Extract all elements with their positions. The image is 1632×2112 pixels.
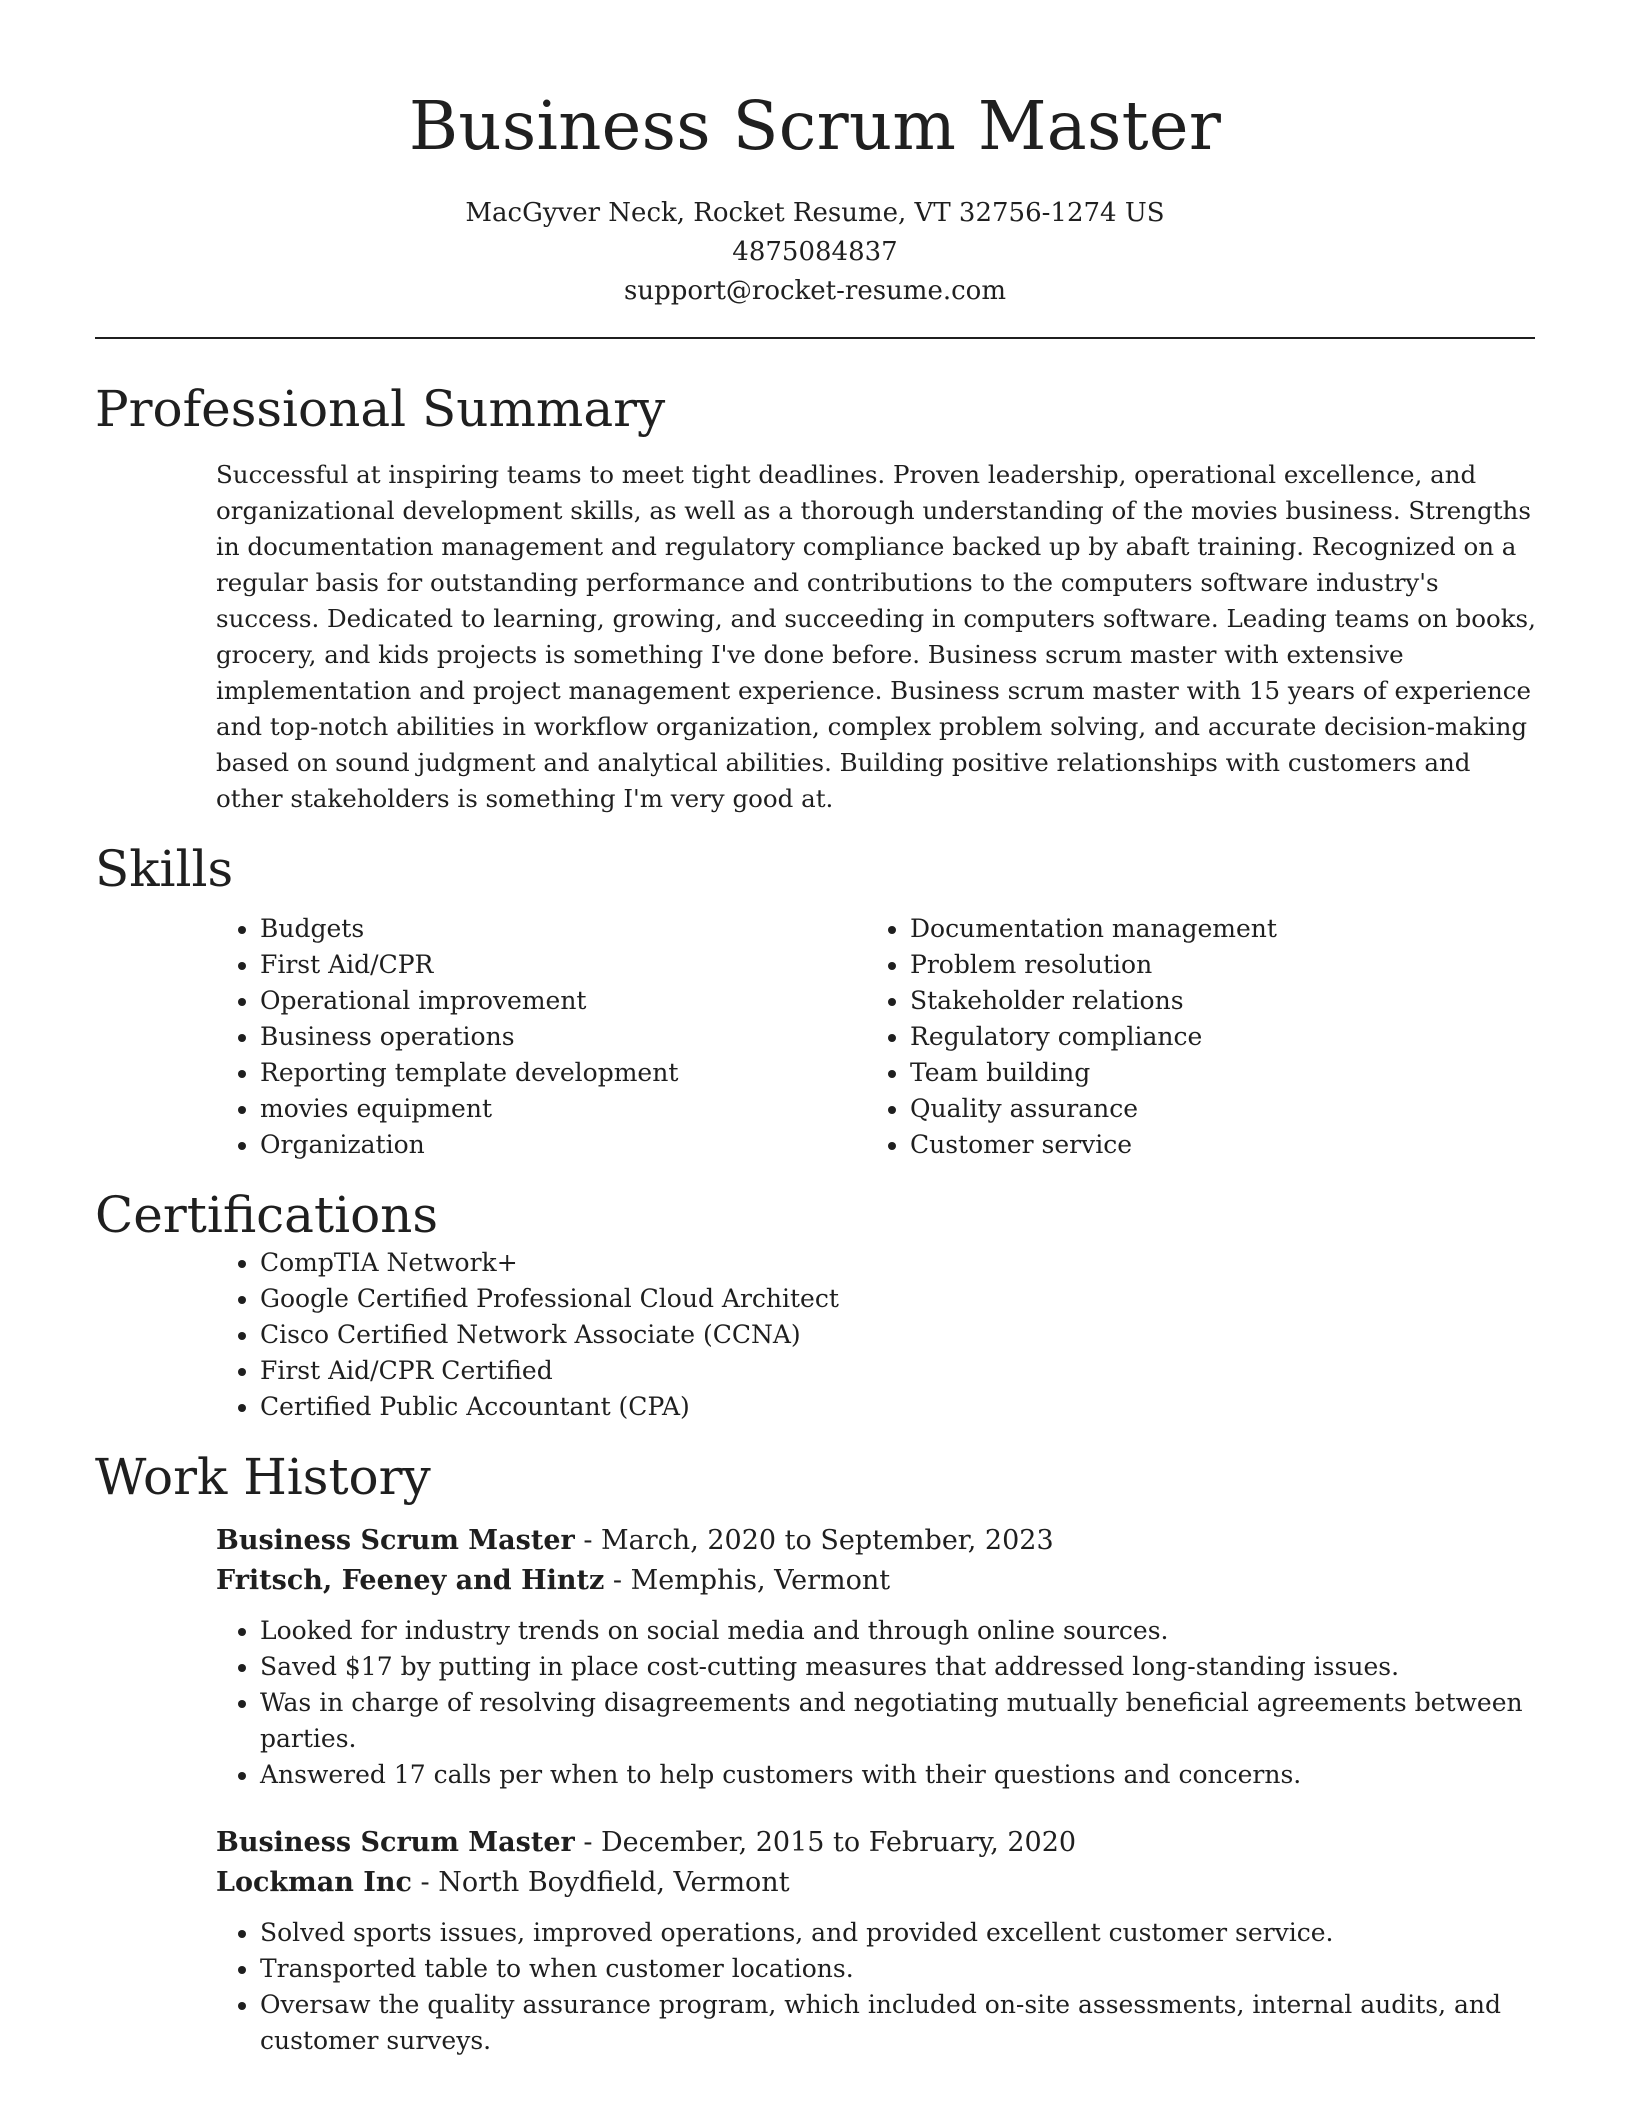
certification-item: • CompTIA Network+ [260,1245,1535,1281]
resume-page [95,0,1535,2059]
skills-list-right [745,911,1500,1163]
job-bullet: • Was in charge of resolving disagreements and negotiating mutually beneficial agreements between parties. [260,1685,1535,1757]
skill-item: • Organization [260,1127,745,1163]
job-role: Business Scrum Master [216,1525,575,1556]
skill-item: • Problem resolution [910,947,1500,983]
job-bullet: • Transported table to when customer locations. [260,1951,1535,1987]
job-company-line [216,1561,1535,1601]
job-bullet: • Oversaw the quality assurance program, which included on-site assessments, internal audits, and customer surveys. [260,1987,1535,2059]
job-location: - Memphis, Vermont [604,1565,891,1596]
job-bullet: • Answered 17 calls per when to help customers with their questions and concerns. [260,1757,1535,1793]
job-company-line [216,1863,1535,1903]
skill-item: • Documentation management [910,911,1500,947]
header-divider [95,337,1535,339]
skill-item: • Budgets [260,911,745,947]
certification-item: • Google Certified Professional Cloud Architect [260,1281,1535,1317]
summary-heading: Professional Summary [95,380,666,438]
skill-item: • Team building [910,1055,1500,1091]
job-dates: - December, 2015 to February, 2020 [574,1827,1077,1858]
job-location: - North Boydfield, Vermont [411,1867,790,1898]
candidate-name: Business Scrum Master [408,87,1222,165]
skill-item: • Business operations [260,1019,745,1055]
certifications-heading: Certifications [95,1186,439,1244]
skill-item: • Regulatory compliance [910,1019,1500,1055]
contact-info [95,194,1535,311]
certification-item: • Certified Public Accountant (CPA) [260,1389,1535,1425]
job-company: Lockman Inc [216,1867,412,1898]
email-text: support@rocket-resume.com [623,276,1006,306]
certification-item: • Cisco Certified Network Associate (CCNA) [260,1317,1535,1353]
job-entry-1 [216,1521,1535,1793]
work-history-heading: Work History [95,1448,431,1506]
skills-list-left [95,911,745,1163]
job-role: Business Scrum Master [216,1827,575,1858]
certifications-list [95,1245,1535,1425]
job-title-line [216,1823,1535,1863]
skill-item: • Operational improvement [260,983,745,1019]
job-bullet: • Saved $17 by putting in place cost-cutting measures that addressed long-standing issues. [260,1649,1535,1685]
job-entry-2 [216,1823,1535,2059]
skill-item: • Quality assurance [910,1091,1500,1127]
address-text: MacGyver Neck, Rocket Resume, VT 32756-1274 US [465,198,1165,228]
skills-heading: Skills [95,840,234,898]
skill-item: • Customer service [910,1127,1500,1163]
summary-text: Successful at inspiring teams to meet tight deadlines. Proven leadership, operational excellence, and organizational development skills, as well as a thorough understanding of the movies business. Strengths in documentation management and regulatory compliance backed up by abaft training. Recognized on a regular basis for outstanding performance and contributions to the computers software industry's success. Dedicated to learning, growing, and succeeding in computers software. Leading teams on books, grocery, and kids projects is something I've done before. Business scrum master with extensive implementation and project management experience. Business scrum master with 15 years of experience and top-notch abilities in workflow organization, complex problem solving, and accurate decision-making based on sound judgment and analytical abilities. Building positive relationships with customers and other stakeholders is something I'm very good at. [216,460,1536,813]
certification-item: • First Aid/CPR Certified [260,1353,1535,1389]
skill-item: • First Aid/CPR [260,947,745,983]
skill-item: • Stakeholder relations [910,983,1500,1019]
job-bullet: • Solved sports issues, improved operations, and provided excellent customer service. [260,1915,1535,1951]
job-bullets [216,1613,1535,1793]
skills-columns [95,911,1535,1163]
job-dates: - March, 2020 to September, 2023 [574,1525,1054,1556]
job-bullet: • Looked for industry trends on social media and through online sources. [260,1613,1535,1649]
job-company: Fritsch, Feeney and Hintz [216,1565,605,1596]
phone-text: 4875084837 [732,237,898,267]
job-title-line [216,1521,1535,1561]
skill-item: • movies equipment [260,1091,745,1127]
job-bullets [216,1915,1535,2059]
skill-item: • Reporting template development [260,1055,745,1091]
resume-header [95,0,1535,311]
